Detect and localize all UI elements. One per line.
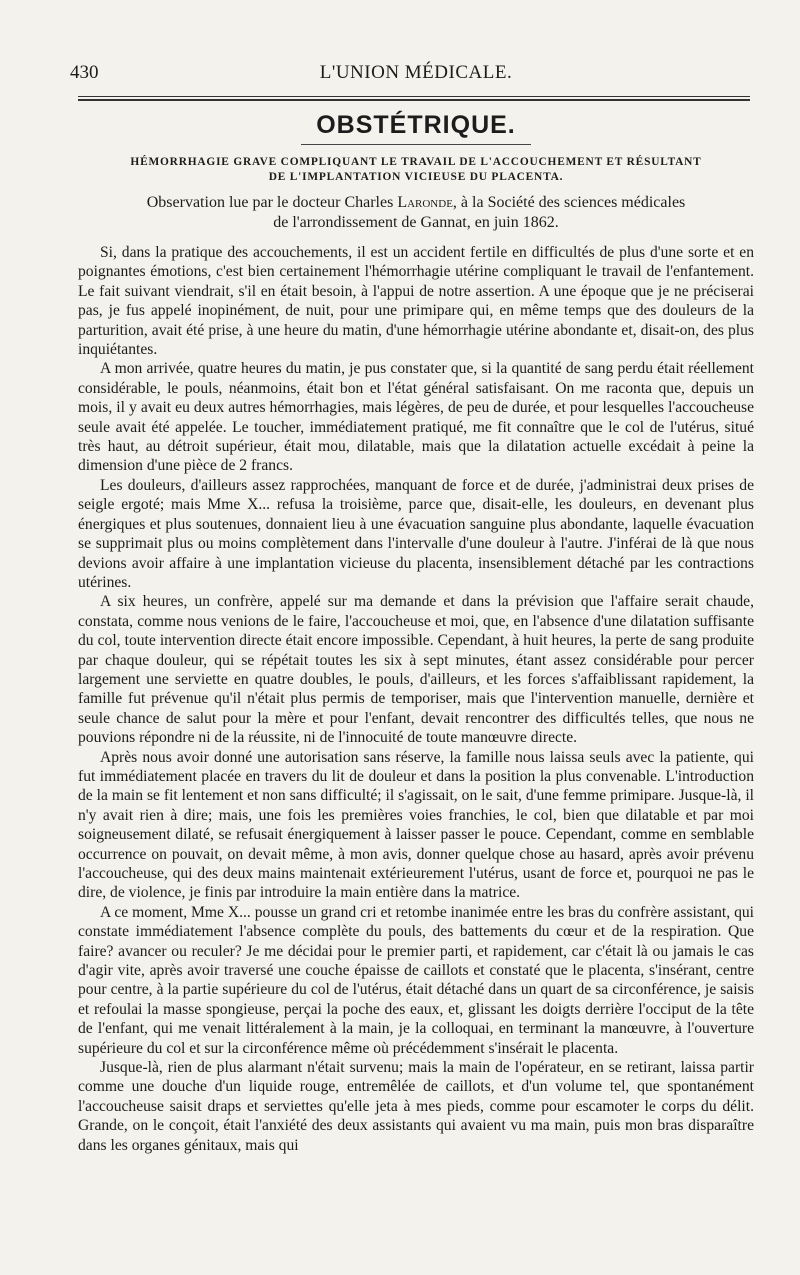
page-number: 430 — [70, 62, 99, 83]
section-title: OBSTÉTRIQUE. — [316, 111, 516, 139]
paragraph: A mon arrivée, quatre heures du matin, je pus constater que, si la quantité de sang perdu était réellement considérable, le pouls, néanmoins, était bon et l'état général satisfaisant. On me raconta que, depuis un mois, il y avait eu deux autres hémorrhagies, mais légères, de peu de durée, et pour lesquelles l'accoucheuse seule avait été appelée. Le toucher, immédiatement pratiqué, me fit connaître que le col de l'utérus, situé très haut, au détroit supérieur, était mou, dilatable, mais que la dilatation actuelle excédait à peine la dimension d'une pièce de 2 francs. — [78, 360, 754, 475]
article-title — [78, 155, 754, 185]
author-name: Laronde — [397, 194, 453, 211]
article-title-line-1: HÉMORRHAGIE GRAVE COMPLIQUANT LE TRAVAIL DE L'ACCOUCHEMENT ET RÉSULTANT — [130, 156, 702, 168]
subtitle-line-1 — [78, 193, 754, 213]
page-header — [70, 62, 754, 92]
journal-title: L'UNION MÉDICALE. — [319, 62, 513, 83]
paragraph: A six heures, un confrère, appelé sur ma demande et dans la prévision que l'affaire serait chaude, constata, comme nous venions de le faire, l'accoucheuse et moi, que, en l'absence d'une dilatation suffisante du col, toute intervention directe était encore impossible. Cependant, à huit heures, la perte de sang produite par chaque douleur, qui se répétait toutes les six à sept minutes, étant assez considérable pour percer largement une serviette en quatre doubles, le pouls, d'ailleurs, et les forces s'affaiblissant rapidement, la famille fut prévenue qu'il n'était plus permis de temporiser, mais que l'intervention manuelle, dernière et seule chance de salut pour la mère et pour l'enfant, devait rencontrer des difficultés telles, que nous ne pouvions répondre ni de la réussite, ni de l'innocuité de toute manœuvre directe. — [78, 593, 754, 747]
paragraph: Si, dans la pratique des accouchements, il est un accident fertile en difficultés de plus d'une sorte et en poignantes émotions, c'est bien certainement l'hémorrhagie utérine compliquant le travail de l'enfantement. Le fait suivant viendrait, s'il en était besoin, à l'appui de notre assertion. A une époque que je ne préciserai pas, je fus appelé inopinément, de nuit, pour une primipare qui, en même temps que des douleurs de la parturition, avait été prise, à une heure du matin, d'une hémorrhagie utérine abondante et, disait-on, des plus inquiétantes. — [78, 244, 754, 359]
article-title-line-2: DE L'IMPLANTATION VICIEUSE DU PLACENTA. — [268, 171, 564, 183]
paragraph: Après nous avoir donné une autorisation sans réserve, la famille nous laissa seuls avec la patiente, qui fut immédiatement placée en travers du lit de douleur et dans la position la plus convenable. L'introduction de la main se fit lentement et non sans difficulté; il s'agissait, on le sait, d'une femme primipare. Jusque-là, il n'y avait rien à dire; mais, une fois les premières voies franchies, le col, bien que dilatable et par moi soigneusement dilaté, se refusait énergiquement à laisser passer le pouce. Cependant, comme en semblable occurrence on pouvait, on devait même, à mon avis, donner quelque chose au hasard, après avoir prévenu l'accoucheuse, qui des deux mains maintenait extérieurement l'utérus, usant de force et, pourquoi ne pas le dire, de violence, je finis par introduire la main entière dans la matrice. — [78, 748, 754, 902]
document-page — [70, 62, 754, 1155]
subtitle-suffix: , à la Société des sciences médicales — [452, 194, 686, 211]
subtitle-line-2: de l'arrondissement de Gannat, en juin 1862. — [273, 214, 559, 231]
article-body — [78, 243, 754, 1155]
header-rule — [78, 96, 750, 101]
paragraph: Les douleurs, d'ailleurs assez rapprochées, manquant de force et de durée, j'administrai deux prises de seigle ergoté; mais Mme X... refusa la troisième, parce que, disait-elle, les douleurs, en devenant plus énergiques et plus soutenues, donnaient lieu à une évacuation sanguine plus abondante, laquelle évacuation se supprimait plus ou moins complètement dans l'intervalle d'une douleur à l'autre. J'inférai de là que nous devions avoir affaire à une implantation vicieuse du placenta, insensiblement détaché par les contractions utérines. — [78, 476, 754, 591]
article-subtitle — [78, 193, 754, 233]
paragraph: A ce moment, Mme X... pousse un grand cri et retombe inanimée entre les bras du confrère assistant, qui constate immédiatement l'absence complète du pouls, des battements du cœur et de la respiration. Que faire? avancer ou reculer? Je me décidai pour le premier parti, et rapidement, car c'était là ou jamais le cas d'agir vite, après avoir traversé une couche épaisse de caillots et constaté que le placenta, s'insérant, centre pour centre, à la partie supérieure du col de l'utérus, était détaché dans un quart de sa circonférence, je saisis et refoulai la masse spongieuse, perçai la poche des eaux, et, glissant les doigts derrière l'occiput de la tête de l'enfant, qui me venait littéralement à la main, je la colloquai, en terminant la manœuvre, à l'ouverture supérieure du col et sur la circonférence même où précédemment s'insérait le placenta. — [78, 903, 754, 1057]
subtitle-prefix: Observation lue par le docteur Charles — [146, 194, 398, 211]
paragraph: Jusque-là, rien de plus alarmant n'était survenu; mais la main de l'opérateur, en se retirant, laissa partir comme une douche d'un liquide rouge, entremêlée de caillots, et d'un volume tel, que spontanément l'accoucheuse saisit draps et serviettes qu'elle jeta à mes pieds, comme pour escamoter le corps du délit. Grande, on le conçoit, était l'anxiété des deux assistants qui avaient vu ma main, puis mon bras disparaître dans les organes génitaux, mais qui — [78, 1059, 754, 1154]
section-divider — [301, 144, 531, 145]
